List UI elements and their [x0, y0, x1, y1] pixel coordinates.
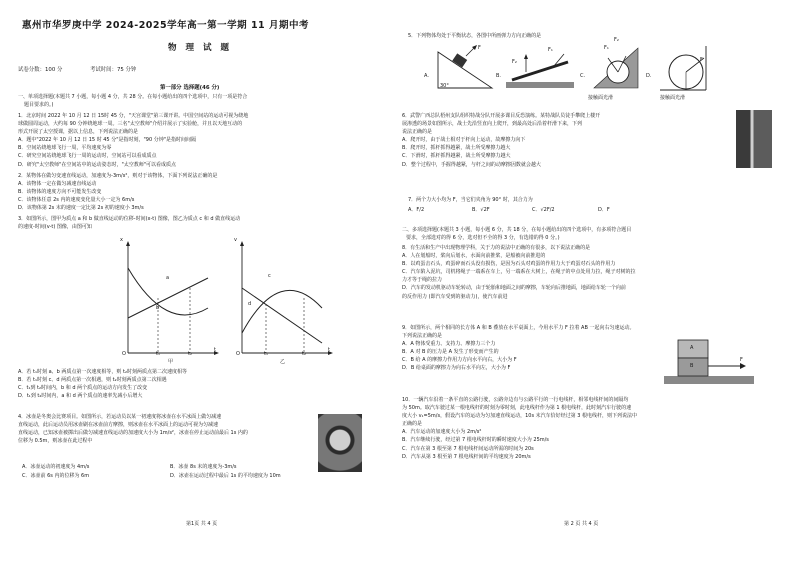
graph-jia-caption: 甲 [168, 359, 174, 365]
exam-title: 惠州市华罗庚中学 2024-2025学年高一第一学期 11 月期中考 [22, 20, 309, 31]
curling-photo [318, 414, 362, 472]
q7-option-c: C．√2F/2 [532, 207, 555, 213]
q9-block-b-label: B [690, 363, 694, 369]
q4-stem: 直线运动，已知冰壶被掷出后做匀减速直线运动的加速度大小为 1m/s²，冰壶在停止运动前最后 1s 内的 [18, 430, 248, 437]
graph-yi-d-label: d [248, 301, 252, 307]
q5-b-f1: F₁ [548, 47, 553, 53]
q5-c-note: 接触面光滑 [588, 95, 614, 101]
q5-diagram-c-ball [592, 44, 640, 90]
q5-c-f1: F₁ [604, 45, 609, 51]
question-3-options [18, 368, 390, 400]
q4-option-a: A．冰壶运动的初速度为 4m/s [22, 464, 90, 470]
q3-option-d: D．t₁到 t₂时间内，a 和 d 两个质点的速率先减小后增大 [18, 393, 143, 400]
q5-b-f2: F₂ [512, 59, 517, 65]
pole-climbing-photo [736, 110, 772, 168]
q2-option-a: A．该物体一定在做匀减速直线运动 [18, 181, 97, 188]
section-two-intro-cont: 要求，全部选对的得 6 分，选对但不全的得 3 分，有选错的得 0 分。) [406, 235, 560, 241]
q5-d-note: 接触面光滑 [660, 95, 686, 101]
q8-option-c: C．汽车陷入泥坑，司机将绳子一端系在车上，另一端系在大树上，在绳子的中点处用力拉，绳子对树的拉 [402, 269, 636, 276]
q1-line: 形式开展了太空授课，据以上信息，下列说法正确的是 [18, 129, 139, 136]
q7-option-d: D．F [598, 207, 610, 213]
time-info: 考试时间：75 分钟 [90, 67, 137, 73]
q5-label-c: C. [580, 73, 586, 79]
graph-jia-origin: O [122, 351, 126, 357]
q9-option-c: C．B 给 A 的摩擦力作用力方向水平向右，大小为 F [402, 357, 517, 364]
q3-option-b: B．若 t₁时刻 c、d 两质点第一次相遇，则 t₂时刻两质点第二次相遇 [18, 377, 167, 384]
q3-stem-cont: 的速度-时间(v-t) 图像，由图可知 [18, 224, 92, 231]
score-info: 试卷分数：100 分 [18, 67, 63, 73]
question-5-stem: 5．下列物体均处于平衡状态，各图中所画弹力方向正确的是 [408, 33, 542, 39]
q6-stem: 6．武警广西总队梧州支队组织特战分队开展多课目反恐演练。某特战队员徒手攀爬上楼开 [402, 113, 601, 119]
q10-stem: 10．一辆汽车沿着一条平直的公路行驶，公路旁边有与公路平行的一行电线杆，相邻电线杆间的间隔均 [402, 397, 629, 403]
q1-option-a: A．题中"2022 年 10 月 12 日 15 时 45 分"是指时刻，"90 分钟"是指时间间隔 [18, 137, 197, 144]
q2-stem: 2．某物体在做匀变速直线运动，加速度为-3m/s²，则对于该物体，下面下列说法正确的是 [18, 173, 218, 179]
q6-stem: 说法正确的是 [402, 129, 433, 136]
q6-option-d: D．整个过程中，手握得越紧，与杆之间的动摩擦因数就会越大 [402, 161, 541, 168]
q5-c-f2: F₂ [614, 37, 619, 43]
x-t-graph-jia [116, 238, 220, 358]
graph-yi-t-axis: t [328, 347, 330, 353]
q4-option-c: C．冰壶前 6s 内的位移为 6m [22, 473, 90, 479]
q10-option-a: A．汽车运动的加速度大小为 2m/s² [402, 429, 482, 436]
graph-jia-t-axis: t [214, 347, 216, 353]
q10-option-b: B．汽车继续行驶，经过第 7 根电线杆时的瞬时速度大小为 25m/s [402, 437, 549, 444]
q1-line: 球做圆周运动，大约每 90 分钟绕地球一周。三名"太空教师"介绍并展示了实验舱，并且以天地互动的 [18, 121, 243, 128]
q6-option-c: C．下滑时，抓杆抓得越紧，战士所受摩擦力越大 [402, 153, 511, 160]
q8-option-d-cont: 的反作用力 (即汽车受到的驱动力)，使汽车前进 [402, 293, 508, 300]
q10-option-d: D．汽车从第 3 根至第 7 根电线杆间的平均速度为 20m/s [402, 453, 531, 460]
exam-subtitle: 物理试题 [168, 43, 239, 53]
q3-option-c: C．t₁到 t₂时间内，b 和 d 两个质点的运动方向发生了改变 [18, 385, 148, 392]
graph-yi-c-label: c [268, 273, 271, 279]
page-2 [402, 0, 776, 561]
q3-option-a: A．若 t₁时刻 a、b 两质点第一次速度相等，则 t₂时刻两质点第二次速度相等 [18, 369, 187, 375]
q9-block-a-label: A [690, 345, 694, 351]
q1-option-d: D．研究"太空教师"在空间站中的运动姿态时，"太空教师"可以看成质点 [18, 161, 177, 168]
section-one-intro-cont: 题目要求的。) [24, 102, 54, 108]
question-7-stem: 7．两个力大小均为 F，当它们夹角为 90° 时，其合力为 [408, 197, 533, 203]
q8-option-b: B．以鸡蛋击石头，鸡蛋碎而石头没有损伤，是因为石头对鸡蛋的作用力大于鸡蛋对石头的作用力 [402, 261, 616, 268]
q7-option-b: B．√2F [472, 207, 490, 213]
q10-option-c: C．汽车在第 3 根至第 7 根电线杆间运动所需的时间为 20s [402, 445, 534, 452]
graph-jia-x-label: x [120, 237, 123, 243]
graph-jia-b-label: b [156, 305, 160, 311]
graph-jia-t2: t₂ [188, 351, 192, 357]
q9-option-d: D．B 给桌面的摩擦力为向右水平向左，大小为 F [402, 365, 511, 372]
q5-label-d: D. [646, 73, 652, 79]
q9-option-a: A．A 物体受重力、支持力、摩擦力三个力 [402, 341, 496, 348]
q2-option-c: C．该物体任意 2s 内的速度变化量大小一定为 6m/s [18, 197, 135, 204]
question-2 [18, 172, 390, 212]
question-8 [402, 244, 776, 301]
page-2-footer: 第 2 页 共 4 页 [564, 521, 599, 527]
section-two-intro: 二、多项选择题(本题共 3 小题，每小题 6 分，共 18 分，在每小题给出的四个选项中，有多项符合题目 [402, 227, 632, 233]
graph-jia-t1: t₁ [156, 351, 160, 357]
graph-yi-caption: 乙 [280, 359, 286, 365]
q1-option-b: B．空间站绕地球飞行一周，平均速度为零 [18, 145, 112, 152]
q10-stem: 度大小 v₁=5m/s，假设汽车的运动为匀加速直线运动，10s 末汽车恰好经过第 3 根电线杆，则下列说法中 [402, 413, 638, 420]
graph-yi-t1: t₁ [264, 351, 268, 357]
q5-diagram-b-rod [506, 50, 574, 90]
v-t-graph-yi [230, 238, 334, 358]
q6-option-b: B．爬开时，抓杆抓得越紧，战士所受摩擦力越大 [402, 145, 511, 152]
q4-option-b: B．冰壶 8s 末的速度为-3m/s [170, 464, 237, 470]
q8-option-a: A．人在划船时，桨向后划水，水面向前推桨，是船被向前推进的 [402, 253, 546, 260]
q10-stem: 正确的是 [402, 421, 423, 428]
q5-a-force: F [478, 45, 481, 51]
q4-stem: 直线运动，此后运动员用冰壶刷在冰壶前方摩擦，则冰壶在水平冰面上的运动可视为匀减速 [18, 422, 219, 429]
q7-option-a: A．F/2 [408, 207, 425, 213]
q2-option-b: B．该物体的速度方向不可能发生改变 [18, 189, 102, 196]
q4-stem: 4．冰壶是冬奥会比赛项目。如图所示，若运动员以某一初速度将冰壶在水平冰面上做匀减速 [18, 414, 222, 420]
graph-yi-v-label: v [234, 237, 237, 243]
page-1-footer: 第1页 共 4 页 [186, 521, 218, 527]
q9-stem-cont: 下列说法正确的是 [402, 333, 443, 340]
question-1 [18, 112, 390, 169]
q4-option-d: D．冰壶在运动过程中最后 1s 的平均速度为 10m [170, 473, 281, 479]
q5-diagram-d-sphere [658, 44, 708, 92]
q1-option-c: C．研究空间站绕地球飞行一周的运动时，空间站可以看成质点 [18, 153, 157, 160]
q1-line: 1．北京时间 2022 年 10 月 12 日 15时 45 分，"天宫课堂"第三课开讲。中国空间站的运动可视为绕地 [18, 113, 249, 119]
question-10 [402, 396, 776, 461]
q6-stem: 展渗透的场景如图所示，战士先沿竖直向上爬开，到最高处后沿着杆滑下来，下列 [402, 121, 583, 128]
q8-option-d: D．汽车的发动机驱动车轮转动，由于轮胎和地面之间的摩擦，车轮向后推地面，地面给车轮一个向前 [402, 285, 626, 292]
q2-option-d: D．该物体第 2s 末的速度一定比第 2s 初的速度小 3m/s [18, 205, 144, 212]
question-3 [18, 215, 390, 231]
graph-jia-a-label: a [166, 275, 170, 281]
q8-stem: 8．有生活和生产中出现物理学科，关于力的说法中正确的有很多，以下说法正确的是 [402, 245, 591, 251]
q10-stem: 为 50m。取汽车驶过某一根电线杆的时刻为零时刻，此电线杆作为第 1 根电线杆，此时刻汽车行驶的速 [402, 405, 632, 412]
question-6 [402, 112, 776, 169]
q5-label-a: A. [424, 73, 429, 79]
q3-stem: 3．如图所示，图甲为质点 a 和 b 做直线运动的位移-时间(x-t) 图像，图乙为质点 c 和 d 做直线运动 [18, 216, 241, 222]
q6-option-a: A．爬开时，由于战士相对于杆向上运动，故摩擦力向下 [402, 137, 526, 144]
q5-d-force: F [700, 57, 703, 63]
q5-label-b: B. [496, 73, 502, 79]
q8-option-c-cont: 力才等于绳的拉力 [402, 277, 443, 284]
q9-force-label: F [740, 357, 743, 363]
part-one-heading: 第一部分 选择题(46 分) [160, 85, 220, 91]
q4-stem: 位移为 0.5m，则冰壶在此过程中 [18, 438, 93, 445]
section-one-intro: 一、单项选择题(本题共 7 小题，每小题 4 分，共 28 分。在每小题给出的四个选项中，只有一项是符合 [18, 94, 248, 100]
page-1 [18, 0, 390, 561]
q9-stem: 9．如图所示，两个相同的长方体 A 和 B 叠放在水平桌面上，今用水平力 F 拉着 AB 一起向右匀速运动。 [402, 325, 635, 331]
graph-yi-origin: O [236, 351, 240, 357]
graph-yi-t2: t₂ [302, 351, 306, 357]
q9-option-b: B．A 对 B 的压力是 A 发生了形变而产生的 [402, 349, 499, 356]
q5-a-angle: 30° [440, 83, 449, 89]
